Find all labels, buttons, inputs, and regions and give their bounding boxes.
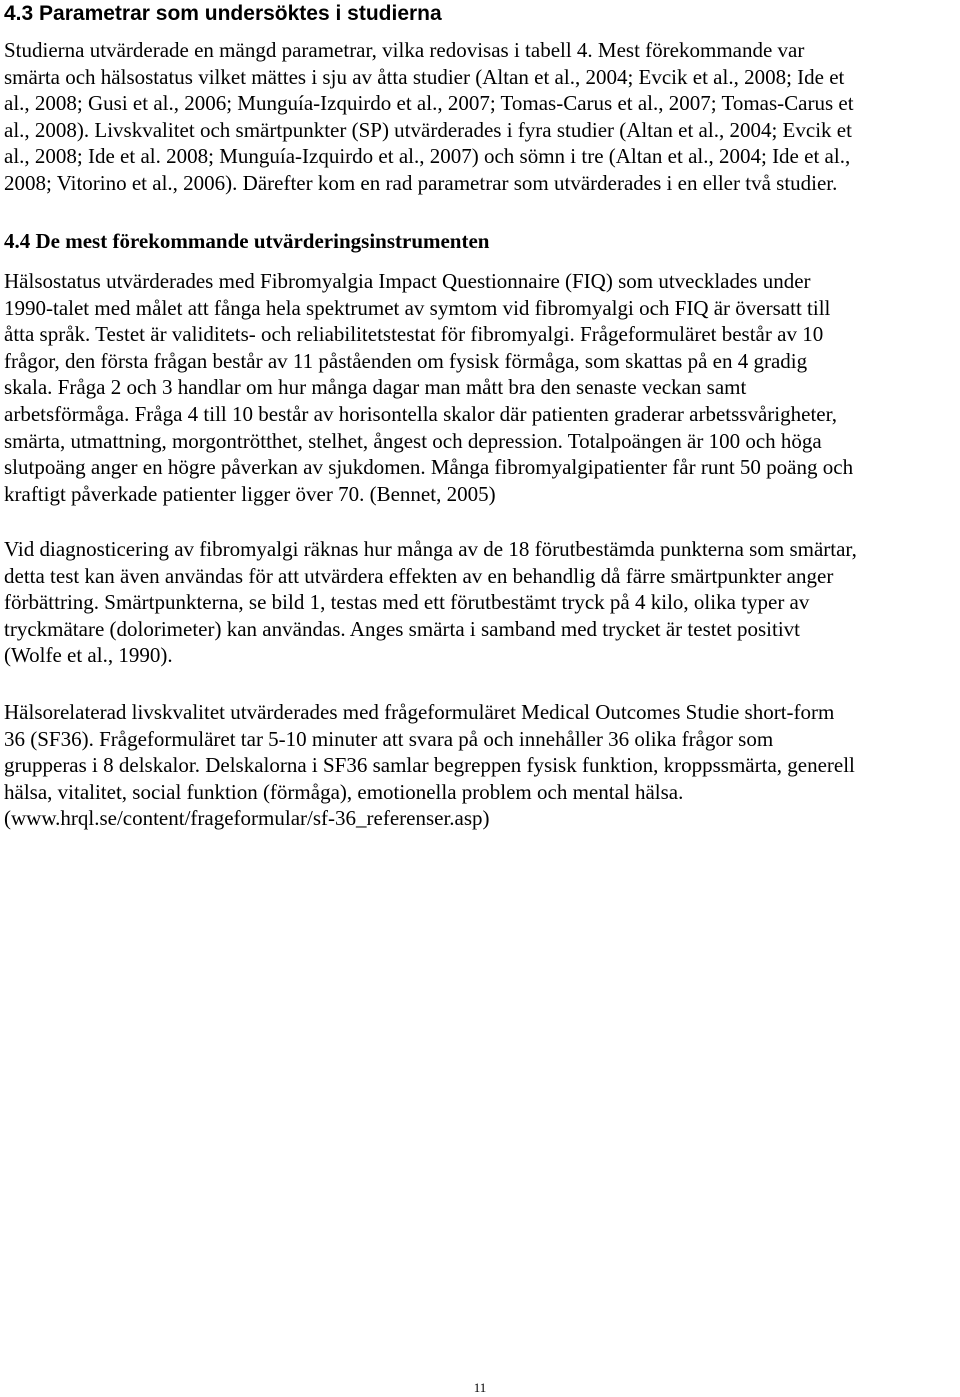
text-line: arbetsförmåga. Fråga 4 till 10 består av horisontella skalor där patienten graderar arbetssvårigheter, — [4, 401, 837, 426]
text-line: al., 2008; Gusi et al., 2006; Munguía-Izquirdo et al., 2007; Tomas-Carus et al., 2007; Tomas-Carus et — [4, 91, 854, 116]
text-line: frågor, den första frågan består av 11 påståenden om fysisk förmåga, som skattas på en 4 gradig — [4, 348, 808, 373]
text-line: al., 2008; Ide et al. 2008; Munguía-Izquirdo et al., 2007) och sömn i tre (Altan et al., 2004; Ide et al., — [4, 144, 851, 169]
text-line: grupperas i 8 delskalor. Delskalorna i SF36 samlar begreppen fysisk funktion, kroppssmärta, generell — [4, 753, 855, 778]
text-line: kraftigt påverkade patienter ligger över 70. (Bennet, 2005) — [4, 481, 496, 506]
paragraph-parameters — [4, 37, 854, 197]
text-line: Hälsorelaterad livskvalitet utvärderades med frågeformuläret Medical Outcomes Studie short-form — [4, 700, 835, 724]
text-line: (www.hrql.se/content/frageformular/sf-36_referenser.asp) — [4, 806, 490, 831]
text-line: slutpoäng anger en högre påverkan av sjukdomen. Många fibromyalgipatienter får runt 50 poäng och — [4, 455, 854, 480]
text-line: 2008; Vitorino et al., 2006). Därefter kom en rad parametrar som utvärderades i en eller två studier. — [4, 170, 838, 195]
text-line: förbättring. Smärtpunkterna, se bild 1, testas med ett förutbestämt tryck på 4 kilo, olika typer av — [4, 590, 810, 615]
text-line: Vid diagnosticering av fibromyalgi räknas hur många av de 18 förutbestämda punkterna som smärtar, — [4, 537, 857, 561]
text-line: 36 (SF36). Frågeformuläret tar 5-10 minuter att svara på och innehåller 36 olika frågor som — [4, 726, 774, 751]
section-heading-4-4: 4.4 De mest förekommande utvärderingsinstrumenten — [4, 229, 490, 253]
text-line: hälsa, vitalitet, social funktion (förmåga), emotionella problem och mental hälsa. — [4, 779, 684, 804]
text-line: detta test kan även användas för att utvärdera effekten av en behandlig då färre smärtpunkter anger — [4, 563, 834, 588]
page-number: 11 — [473, 1380, 487, 1395]
paragraph-tender-points — [4, 536, 857, 669]
section-heading-4-3: 4.3 Parametrar som undersöktes i studierna — [4, 2, 442, 25]
text-line: åtta språk. Testet är validitets- och reliabilitetstestat för fibromyalgi. Frågeformuläret består av 10 — [4, 322, 824, 347]
text-line: al., 2008). Livskvalitet och smärtpunkter (SP) utvärderades i fyra studier (Altan et al., 2004; Evcik et — [4, 117, 852, 142]
text-line: skala. Fråga 2 och 3 handlar om hur många dagar man mått bra den senaste veckan samt — [4, 375, 747, 400]
text-line: tryckmätare (dolorimeter) kan användas. Anges smärta i samband med trycket är testet positivt — [4, 616, 800, 641]
text-line: smärta, utmattning, morgontrötthet, stelhet, ångest och depression. Totalpoängen är 100 och höga — [4, 428, 822, 453]
text-line: smärta och hälsostatus vilket mättes i sju av åtta studier (Altan et al., 2004; Evcik et al., 2008; Ide et — [4, 64, 845, 89]
paragraph-sf36 — [4, 699, 855, 832]
text-line: (Wolfe et al., 1990). — [4, 643, 173, 668]
text-line: Hälsostatus utvärderades med Fibromyalgia Impact Questionnaire (FIQ) som utvecklades under — [4, 269, 811, 293]
text-line: 1990-talet med målet att fånga hela spektrumet av symtom vid fibromyalgi och FIQ är översatt till — [4, 295, 831, 320]
text-line: Studierna utvärderade en mängd parametrar, vilka redovisas i tabell 4. Mest förekommande var — [4, 38, 805, 62]
paragraph-fiq — [4, 268, 853, 507]
